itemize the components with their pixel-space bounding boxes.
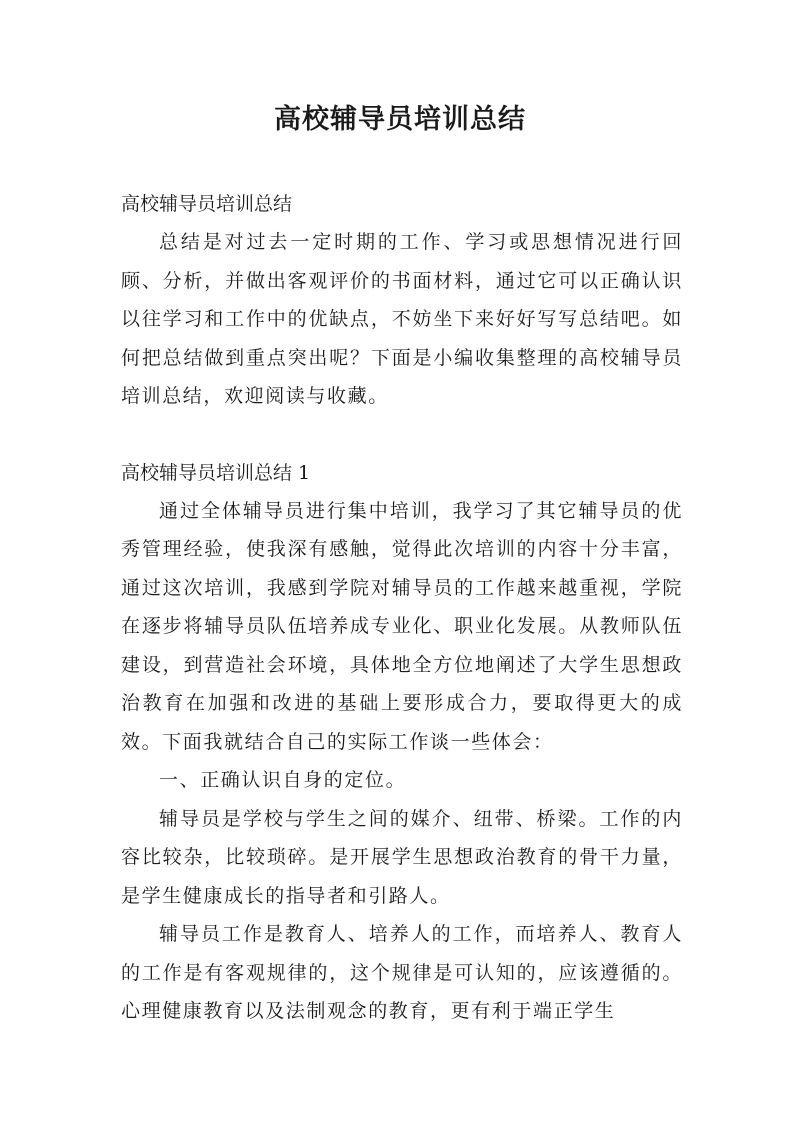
section-1-heading: 高校辅导员培训总结 1 <box>121 461 311 484</box>
section-1-paragraph-3: 辅导员工作是教育人、培养人的工作，而培养人、教育人的工作是有客观规律的，这个规律是可认知的，应该遵循的。心理健康教育以及法制观念的教育，更有利于端正学生 <box>121 923 683 1022</box>
section-1-paragraph-2: 辅导员是学校与学生之间的媒介、纽带、桥梁。工作的内容比较杂，比较琐碎。是开展学生思想政治教育的骨干力量，是学生健康成长的指导者和引路人。 <box>121 807 683 907</box>
document-title: 高校辅导员培训总结 <box>274 104 526 135</box>
document-body <box>121 185 683 1031</box>
intro-heading: 高校辅导员培训总结 <box>121 193 293 215</box>
section-spacer <box>121 416 683 454</box>
section-1-paragraph-1: 通过全体辅导员进行集中培训，我学习了其它辅导员的优秀管理经验，使我深有感触，觉得此次培训的内容十分丰富，通过这次培训，我感到学院对辅导员的工作越来越重视，学院在逐步将辅导员队伍培养成专业化、职业化发展。从教师队伍建设，到营造社会环境，具体地全方位地阐述了大学生思想政治教育在加强和改进的基础上要形成合力，要取得更大的成效。下面我就结合自己的实际工作谈一些体会： <box>121 499 683 753</box>
intro-paragraph: 总结是对过去一定时期的工作、学习或思想情况进行回顾、分析，并做出客观评价的书面材料，通过它可以正确认识以往学习和工作中的优缺点，不妨坐下来好好写写总结吧。如何把总结做到重点突出呢？下面是小编收集整理的高校辅导员培训总结，欢迎阅读与收藏。 <box>121 231 683 407</box>
section-1-point-1: 一、正确认识自身的定位。 <box>159 769 407 791</box>
